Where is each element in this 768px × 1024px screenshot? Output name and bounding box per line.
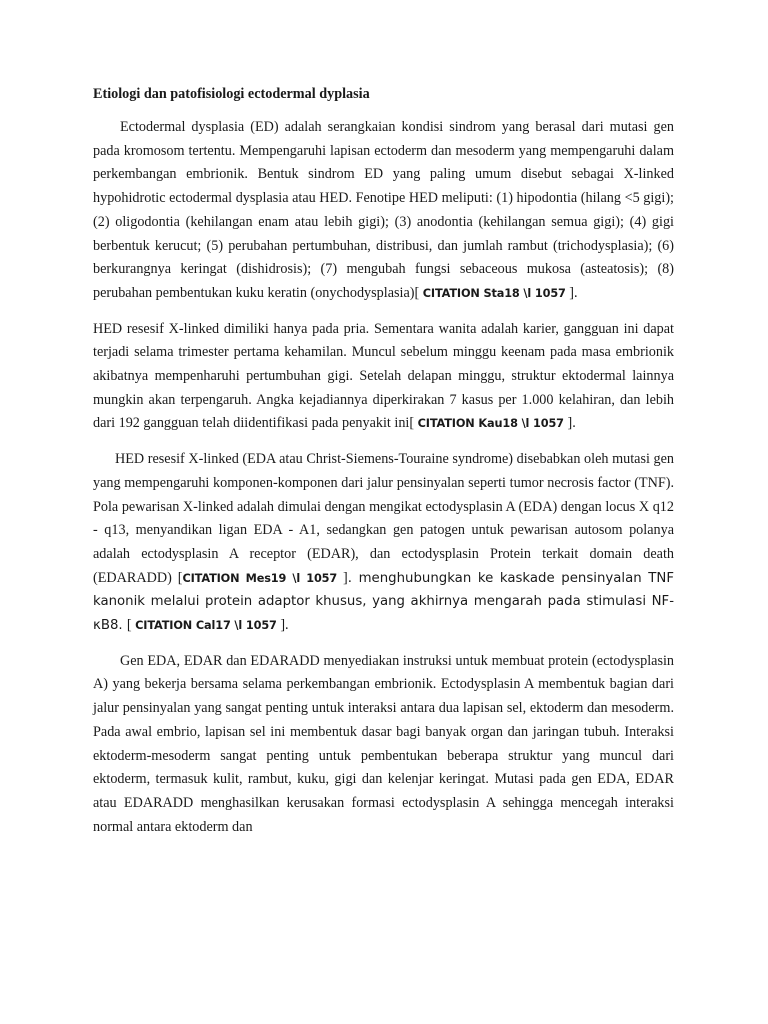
paragraph-text: HED resesif X-linked (EDA atau Christ-Siemens-Touraine syndrome) disebabkan oleh mutasi gen yang mempengaruhi komponen-komponen dari jalur pensinyalan seperti tumor necrosis factor (TNF). Pola pewarisan X-linked adalah dimulai dengan mengikat ectodysplasin A (EDA) dengan locus X q12 - q13, menyandikan ligan EDA - A1, sedangkan gen patogen untuk pewarisan autosom polanya adalah ectodysplasin A receptor (EDAR), dan ectodysplasin Protein terkait domain death (EDARADD) (93, 451, 674, 586)
paragraph-text-sans: . menghubungkan ke kaskade pensinyalan TNF kanonik melalui protein adaptor khusus, yang akhirnya mengarah pada stimulasi NF-κB8. (93, 570, 674, 634)
paragraph-hed-recessive: HED resesif X-linked dimiliki hanya pada pria. Sementara wanita adalah karier, gangguan ini dapat terjadi selama trimester pertama kehamilan. Muncul sebelum minggu keenam pada masa embrionik akibatnya mempenharuhi pertumbuhan gigi. Setelah delapan minggu, struktur ektodermal lainnya mungkin akan terpengaruh. Angka kejadiannya diperkirakan 7 kasus per 1.000 kelahiran, dan lebih dari 192 gangguan telah diidentifikasi pada penyakit ini[ CITATION Kau18 \l 1057 ]. (93, 320, 674, 432)
paragraph-text: Ectodermal dysplasia (ED) adalah serangkaian kondisi sindrom yang berasal dari mutasi gen pada kromosom tertentu. Mempengaruhi lapisan ectoderm dan mesoderm yang mempengaruhi dalam perkembangan embrionik. Bentuk sindrom ED yang paling umum disebut sebagai X-linked hypohidrotic ectodermal dysplasia atau HED. Fenotipe HED meliputi: (1) hipodontia (hilang <5 gigi); (2) oligodontia (kehilangan enam atau lebih gigi); (3) anodontia (kehilangan semua gigi); (4) gigi berbentuk kerucut; (5) perubahan pertumbuhan, distribusi, dan jumlah rambut (trichodysplasia); (6) berkurangnya keringat (dishidrosis); (7) mengubah fungsi sebaceous mukosa (asteatosis); (8) perubahan pembentukan kuku keratin (onychodysplasia) (93, 119, 674, 301)
paragraph-text: HED resesif X-linked dimiliki hanya pada pria. Sementara wanita adalah karier, gangguan ini dapat terjadi selama trimester pertama kehamilan. Muncul sebelum minggu keenam pada masa embrionik akibatnya mempenharuhi pertumbuhan gigi. Setelah delapan minggu, struktur ektodermal lainnya mungkin akan terpengaruh. Angka kejadiannya diperkirakan 7 kasus per 1.000 kelahiran, dan lebih dari 192 gangguan telah diidentifikasi pada penyakit ini (93, 320, 674, 432)
paragraph-gen-eda (93, 650, 674, 840)
citation-field: CITATION Cal17 \l 1057 (135, 619, 277, 633)
paragraph-hed-x-linked: HED resesif X-linked (EDA atau Christ-Siemens-Touraine syndrome) disebabkan oleh mutasi gen yang mempengaruhi komponen-komponen dari jalur pensinyalan seperti tumor necrosis factor (TNF). Pola pewarisan X-linked adalah dimulai dengan mengikat ectodysplasin A (EDA) dengan locus X q12 - q13, menyandikan ligan EDA - A1, sedangkan gen patogen untuk pewarisan autosom polanya adalah ectodysplasin A receptor (EDAR), dan ectodysplasin Protein terkait domain death (EDARADD) [CITATION Mes19 \l 1057 ]. menghubungkan ke kaskade pensinyalan TNF kanonik melalui protein adaptor khusus, yang akhirnya mengarah pada stimulasi NF-κB8. [ CITATION Cal17 \l 1057 ]. (93, 451, 674, 634)
document-title: Etiologi dan patofisiologi ectodermal dyplasia (93, 86, 370, 102)
paragraph-text: Gen EDA, EDAR dan EDARADD menyediakan instruksi untuk membuat protein (ectodysplasin A) yang bekerja bersama selama perkembangan embrionik. Ectodysplasin A membentuk bagian dari jalur pensinyalan yang sangat penting untuk interaksi antara dua lapisan sel, ektoderm dan mesoderm. Pada awal embrio, lapisan sel ini membentuk dasar bagi banyak organ dan jaringan tubuh. Interaksi ektoderm-mesoderm sangat penting untuk pembentukan beberapa struktur yang muncul dari ektoderm, termasuk kulit, rambut, kuku, gigi dan kelenjar keringat. Mutasi pada gen EDA, EDAR atau EDARADD menghasilkan kerusakan formasi ectodysplasin A sehingga mencegah interaksi normal antara ektoderm dan (93, 652, 674, 835)
paragraph-ed-definition: Ectodermal dysplasia (ED) adalah serangkaian kondisi sindrom yang berasal dari mutasi gen pada kromosom tertentu. Mempengaruhi lapisan ectoderm dan mesoderm yang mempengaruhi dalam perkembangan embrionik. Bentuk sindrom ED yang paling umum disebut sebagai X-linked hypohidrotic ectodermal dysplasia atau HED. Fenotipe HED meliputi: (1) hipodontia (hilang <5 gigi); (2) oligodontia (kehilangan enam atau lebih gigi); (3) anodontia (kehilangan semua gigi); (4) gigi berbentuk kerucut; (5) perubahan pertumbuhan, distribusi, dan jumlah rambut (trichodysplasia); (6) berkurangnya keringat (dishidrosis); (7) mengubah fungsi sebaceous mukosa (asteatosis); (8) perubahan pembentukan kuku keratin (onychodysplasia)[ CITATION Sta18 \l 1057 ]. (93, 119, 674, 301)
citation-field: CITATION Kau18 \l 1057 (417, 417, 564, 431)
citation-field: CITATION Sta18 \l 1057 (422, 286, 566, 300)
document-page (93, 83, 674, 839)
citation-field: CITATION Mes19 \l 1057 (182, 571, 338, 585)
